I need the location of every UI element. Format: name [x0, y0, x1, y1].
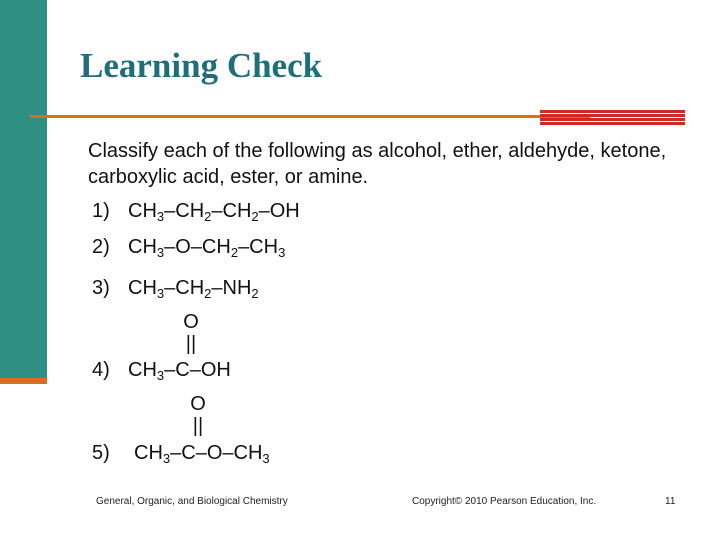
formula-part: –C–OH	[164, 359, 231, 381]
carbonyl-oxygen: O	[190, 393, 206, 415]
formula-subscript: 2	[204, 286, 212, 301]
item-1	[92, 200, 300, 224]
formula-part: –CH	[164, 277, 205, 299]
formula-subscript: 2	[230, 245, 239, 260]
item-3	[92, 277, 259, 301]
double-bond: ||	[192, 415, 204, 437]
footer-page-number: 11	[665, 496, 676, 507]
formula-part: –NH	[211, 277, 252, 299]
footer-course: General, Organic, and Biological Chemistry	[96, 496, 288, 507]
formula-subscript: 3	[156, 286, 165, 301]
carbonyl-oxygen: O	[183, 311, 199, 333]
question-prompt: Classify each of the following as alcohol, ether, aldehyde, ketone, carboxylic acid, ester, or amine.	[88, 140, 667, 188]
item-5	[92, 442, 270, 466]
formula-part: CH	[128, 277, 157, 299]
title-underline	[30, 115, 590, 118]
formula-subscript: 2	[251, 209, 259, 224]
double-bond: ||	[185, 333, 197, 355]
item-number: 1)	[92, 200, 110, 222]
formula-subscript: 3	[262, 451, 270, 466]
formula-subscript: 3	[156, 368, 165, 383]
formula-part: –O–CH	[164, 236, 231, 258]
slide-title: Learning Check	[80, 46, 323, 85]
item-2	[92, 236, 285, 260]
formula-subscript: 2	[204, 209, 212, 224]
formula-part: –CH	[238, 236, 279, 258]
item-5-carbonyl	[186, 393, 210, 437]
title-rule-stripes	[540, 110, 685, 127]
item-4	[92, 359, 231, 383]
formula-part: CH	[134, 442, 163, 464]
item-number: 2)	[92, 236, 110, 258]
formula-subscript: 3	[162, 451, 171, 466]
formula-subscript: 2	[251, 286, 259, 301]
left-decorative-bar	[0, 0, 47, 382]
item-4-carbonyl	[179, 311, 203, 355]
formula-subscript: 3	[156, 209, 165, 224]
item-number: 4)	[92, 359, 110, 381]
item-number: 5)	[92, 442, 110, 464]
formula-part: –OH	[258, 200, 300, 222]
formula-part: CH	[128, 236, 157, 258]
formula-part: CH	[128, 200, 157, 222]
formula-subscript: 3	[156, 245, 165, 260]
item-number: 3)	[92, 277, 110, 299]
left-bar-accent	[0, 378, 47, 384]
formula-part: –C–O–CH	[170, 442, 263, 464]
formula-subscript: 3	[278, 245, 286, 260]
footer-copyright: Copyright© 2010 Pearson Education, Inc.	[412, 496, 597, 507]
formula-part: –CH	[164, 200, 205, 222]
formula-part: –CH	[211, 200, 252, 222]
formula-part: CH	[128, 359, 157, 381]
